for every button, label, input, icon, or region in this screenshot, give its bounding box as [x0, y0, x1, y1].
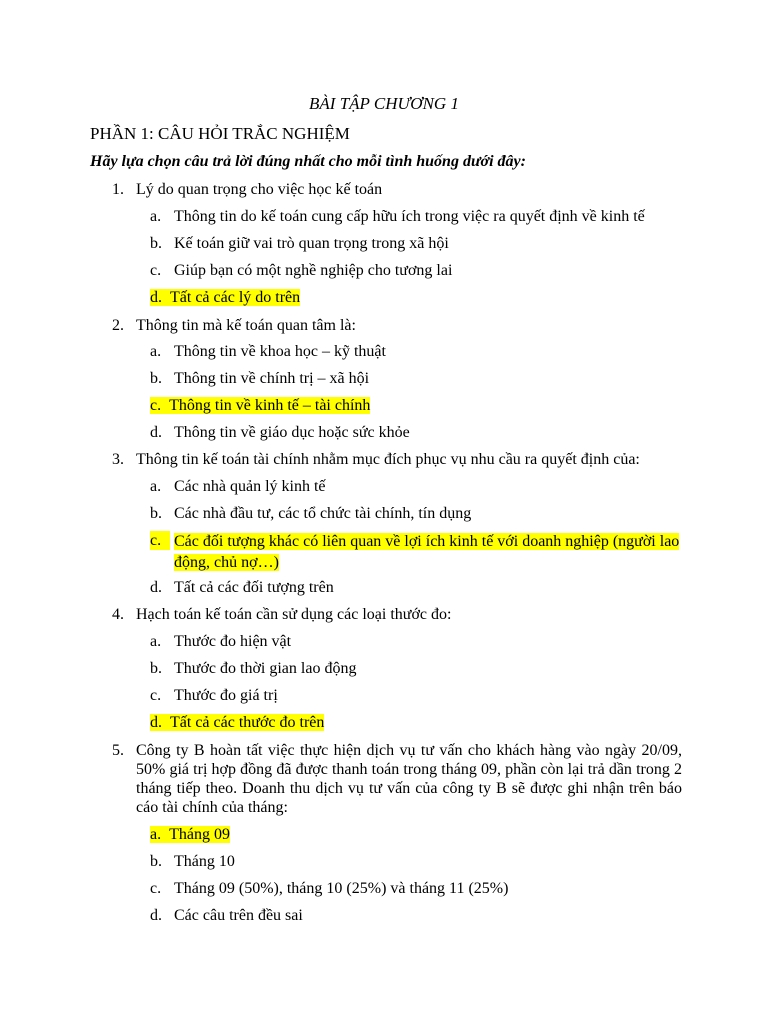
option-letter: a.: [150, 208, 162, 225]
option-letter: b.: [150, 660, 162, 677]
part-heading: PHẦN 1: CÂU HỎI TRẮC NGHIỆM: [90, 124, 350, 143]
option-text: Các đối tượng khác có liên quan về lợi ích kinh tế với doanh nghiệp (người lao động, chủ nợ…): [174, 533, 680, 571]
highlighted-answer: [150, 289, 300, 306]
option-text-wrap: [174, 531, 685, 573]
option-text: Thông tin về kinh tế – tài chính: [169, 397, 371, 414]
option-letter: b.: [150, 235, 162, 252]
question-2-option-b: [150, 369, 690, 388]
question-number: 1.: [112, 181, 124, 198]
question-5-option-d: [150, 906, 690, 925]
question-text: Công ty B hoàn tất việc thực hiện dịch vụ tư vấn cho khách hàng vào ngày 20/09, 50% giá trị hợp đồng đã được thanh toán trong tháng 09, phần còn lại trả dần trong 2 tháng tiếp theo. Doanh thu dịch vụ tư vấn của công ty B sẽ được ghi nhận trên báo cáo tài chính của tháng:: [136, 742, 682, 816]
option-letter: d.: [150, 714, 162, 731]
question-5: [112, 741, 682, 817]
option-letter: d.: [150, 424, 162, 441]
question-4-option-a: [150, 632, 690, 651]
option-letter: c.: [150, 880, 162, 897]
question-2: [112, 316, 692, 335]
question-5-option-a: [150, 825, 690, 844]
option-text: Các câu trên đều sai: [174, 907, 303, 924]
option-text: Thước đo thời gian lao động: [174, 660, 357, 677]
option-letter: d.: [150, 579, 162, 596]
question-number: 5.: [112, 742, 124, 759]
option-text: Thước đo giá trị: [174, 687, 278, 704]
highlighted-answer: [150, 826, 230, 843]
option-text: Thông tin về khoa học – kỹ thuật: [174, 343, 386, 360]
instruction-text: Hãy lựa chọn câu trả lời đúng nhất cho mỗi tình huống dưới đây:: [90, 153, 526, 170]
option-text: Các nhà quản lý kinh tế: [174, 478, 326, 495]
question-4-option-b: [150, 659, 690, 678]
option-text: Thông tin về giáo dục hoặc sức khỏe: [174, 424, 410, 441]
question-1-option-c: [150, 261, 690, 280]
option-text: Thông tin về chính trị – xã hội: [174, 370, 370, 387]
option-text: Tất cả các thước đo trên: [170, 714, 325, 731]
question-2-option-a: [150, 342, 690, 361]
option-letter: d.: [150, 907, 162, 924]
option-letter: c.: [150, 262, 162, 279]
question-5-option-b: [150, 852, 690, 871]
option-letter: b.: [150, 370, 162, 387]
option-letter: a.: [150, 478, 162, 495]
question-4: [112, 605, 692, 624]
question-text: Hạch toán kế toán cần sử dụng các loại thước đo:: [136, 606, 452, 623]
question-number: 4.: [112, 606, 124, 623]
question-number: 2.: [112, 317, 124, 334]
question-2-option-d: [150, 423, 690, 442]
question-text: Thông tin mà kế toán quan tâm là:: [136, 317, 356, 334]
question-1-option-d: [150, 288, 690, 307]
option-text: Tháng 09: [169, 826, 230, 843]
question-3-option-b: [150, 504, 690, 523]
question-5-option-c: [150, 879, 690, 898]
option-text: Kế toán giữ vai trò quan trọng trong xã hội: [174, 235, 449, 252]
question-1-option-b: [150, 234, 690, 253]
option-letter: b.: [150, 505, 162, 522]
option-text: Giúp bạn có một nghề nghiệp cho tương lai: [174, 262, 453, 279]
option-letter: c.: [150, 687, 162, 704]
question-4-option-c: [150, 686, 690, 705]
highlighted-answer: [150, 714, 324, 731]
option-letter: b.: [150, 853, 162, 870]
question-text: Lý do quan trọng cho việc học kế toán: [136, 181, 383, 198]
option-letter: c.: [150, 531, 170, 550]
option-text: Tháng 09 (50%), tháng 10 (25%) và tháng 11 (25%): [174, 880, 509, 897]
option-text: Các nhà đầu tư, các tổ chức tài chính, tín dụng: [174, 505, 472, 522]
option-letter: d.: [150, 289, 162, 306]
question-3: [112, 450, 692, 469]
document-title: BÀI TẬP CHƯƠNG 1: [309, 94, 459, 113]
option-text: Tất cả các lý do trên: [170, 289, 301, 306]
question-3-option-d: [150, 578, 690, 597]
question-4-option-d: [150, 713, 690, 732]
question-2-option-c: [150, 396, 690, 415]
option-letter: a.: [150, 633, 162, 650]
question-text: Thông tin kế toán tài chính nhằm mục đích phục vụ nhu cầu ra quyết định của:: [136, 451, 640, 468]
question-1: [112, 180, 692, 199]
question-number: 3.: [112, 451, 124, 468]
question-3-option-a: [150, 477, 690, 496]
option-text: Tháng 10: [174, 853, 235, 870]
option-letter: a.: [150, 826, 162, 843]
option-text: Thước đo hiện vật: [174, 633, 292, 650]
option-letter: c.: [150, 397, 162, 414]
question-1-option-a: [150, 207, 690, 226]
highlighted-answer: [150, 397, 370, 414]
option-letter: a.: [150, 343, 162, 360]
option-text: Thông tin do kế toán cung cấp hữu ích trong việc ra quyết định về kinh tế: [174, 208, 645, 225]
option-text: Tất cả các đối tượng trên: [174, 579, 334, 596]
question-3-option-c: [150, 531, 685, 573]
